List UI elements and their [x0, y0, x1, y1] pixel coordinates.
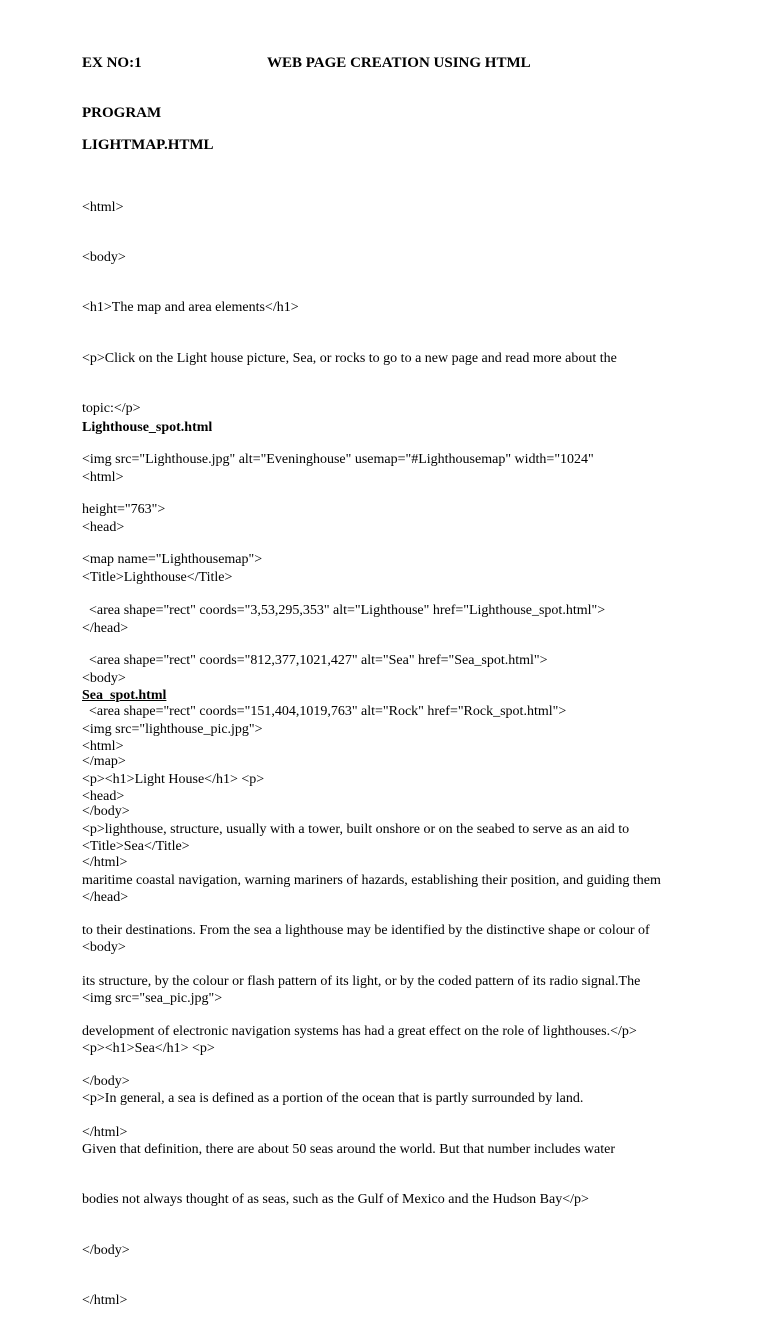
code-line: height="763"> [82, 501, 166, 517]
code-line: <p>lighthouse, structure, usually with a tower, built onshore or on the seabed to serve as an aid to [82, 822, 630, 838]
code-line: </head> [82, 620, 129, 636]
document-header [82, 53, 742, 73]
code-line: <area shape="rect" coords="3,53,295,353" alt="Lighthouse" href="Lighthouse_spot.html"> [82, 602, 606, 618]
code-line: <body> [82, 940, 126, 956]
code-line: bodies not always thought of as seas, such as the Gulf of Mexico and the Hudson Bay</p> [82, 1192, 589, 1208]
code-line: <area shape="rect" coords="151,404,1019,763" alt="Rock" href="Rock_spot.html"> [82, 703, 567, 719]
code-line: </body> [82, 804, 130, 820]
code-line: </html> [82, 854, 128, 870]
sea-code-block [82, 705, 742, 1343]
code-line: </body> [82, 1074, 130, 1090]
code-line: topic:</p> [82, 401, 141, 417]
code-line: <img src="lighthouse_pic.jpg"> [82, 721, 263, 737]
code-line: Given that definition, there are about 50 seas around the world. But that number includes water [82, 1141, 616, 1157]
code-line: <head> [82, 519, 125, 535]
code-line: <p>Click on the Light house picture, Sea, or rocks to go to a new page and read more about the [82, 350, 617, 366]
code-line: <html> [82, 199, 124, 215]
code-line: </html> [82, 1292, 128, 1308]
code-line: <p><h1>Light House</h1> <p> [82, 771, 265, 787]
document-title: WEB PAGE CREATION USING HTML [267, 55, 531, 71]
sea-file-heading: Sea_spot.html [82, 688, 167, 703]
program-heading: PROGRAM [82, 105, 162, 121]
code-line: <map name="Lighthousemap"> [82, 552, 263, 568]
lighthouse-file-heading: Lighthouse_spot.html [82, 420, 213, 435]
lightmap-file-heading: LIGHTMAP.HTML [82, 137, 214, 153]
code-line: <body> [82, 671, 126, 687]
code-line: <p>In general, a sea is defined as a portion of the ocean that is partly surrounded by land. [82, 1091, 584, 1107]
code-line: <p><h1>Sea</h1> <p> [82, 1040, 215, 1056]
code-line: </head> [82, 889, 129, 905]
code-line: <head> [82, 788, 125, 804]
code-line: <Title>Lighthouse</Title> [82, 570, 233, 586]
exercise-number: EX NO:1 [82, 55, 142, 71]
code-line: </body> [82, 1242, 130, 1258]
code-line: <img src="sea_pic.jpg"> [82, 990, 223, 1006]
code-line: <img src="Lighthouse.jpg" alt="Eveninghouse" usemap="#Lighthousemap" width="1024" [82, 451, 594, 467]
code-line: </map> [82, 753, 126, 769]
code-line: development of electronic navigation systems has had a great effect on the role of lighthouses.</p> [82, 1023, 637, 1039]
code-line: <h1>The map and area elements</h1> [82, 300, 299, 316]
code-line: <body> [82, 249, 126, 265]
code-line: maritime coastal navigation, warning mariners of hazards, establishing their position, and guiding them [82, 872, 661, 888]
code-line: its structure, by the colour or flash pattern of its light, or by the coded pattern of its radio signal.The [82, 973, 641, 989]
code-line: <html> [82, 469, 124, 485]
code-line: <area shape="rect" coords="812,377,1021,427" alt="Sea" href="Sea_spot.html"> [82, 653, 548, 669]
code-line: <html> [82, 738, 124, 754]
code-line: </html> [82, 1124, 128, 1140]
code-line: <Title>Sea</Title> [82, 839, 190, 855]
code-line: to their destinations. From the sea a lighthouse may be identified by the distinctive shape or colour of [82, 923, 650, 939]
